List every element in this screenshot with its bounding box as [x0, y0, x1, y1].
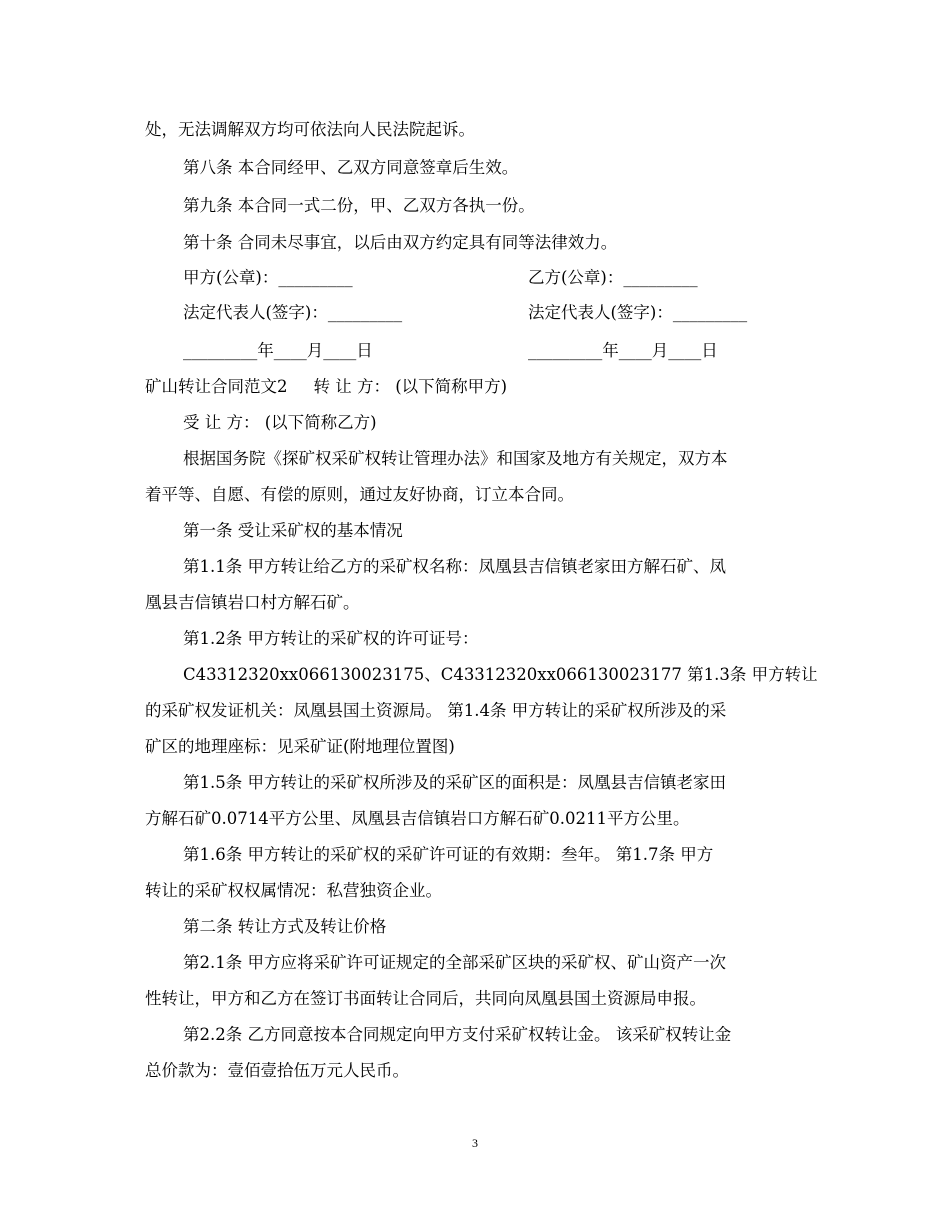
paragraph-line: 凰县吉信镇岩口村方解石矿。 [145, 593, 360, 612]
party-a-date: _________年____月____日 [183, 341, 373, 360]
section-2-title: 矿山转让合同范文2 [145, 377, 288, 396]
paragraph-line: 性转让，甲方和乙方在签订书面转让合同后，共同向凤凰县国土资源局申报。 [145, 989, 706, 1008]
article-10: 第十条 合同未尽事宜，以后由双方约定具有同等法律效力。 [183, 233, 618, 252]
paragraph-line: C43312320xx066130023175、C43312320xx066130023177 第1.3条 甲方转让 [183, 665, 818, 684]
party-a-seal: 甲方(公章)：_________ [183, 268, 353, 287]
party-a-representative: 法定代表人(签字)：_________ [183, 303, 403, 322]
text-line: 处，无法调解双方均可依法向人民法院起诉。 [145, 120, 475, 139]
paragraph-line: 第1.1条 甲方转让给乙方的采矿权名称：凤凰县吉信镇老家田方解石矿、凤 [183, 557, 726, 576]
paragraph-line: 总价款为：壹佰壹拾伍万元人民币。 [145, 1061, 409, 1080]
paragraph-line: 的采矿权发证机关：凤凰县国土资源局。 第1.4条 甲方转让的采矿权所涉及的采 [145, 701, 727, 720]
paragraph-line: 第2.1条 甲方应将采矿许可证规定的全部采矿区块的采矿权、矿山资产一次 [183, 953, 726, 972]
article-2-heading: 第二条 转让方式及转让价格 [183, 917, 387, 936]
transferor-line: 转 让 方： (以下简称甲方) [313, 377, 508, 396]
party-b-representative: 法定代表人(签字)：_________ [528, 303, 748, 322]
section-2-heading-line [145, 375, 507, 399]
paragraph-line: 根据国务院《探矿权采矿权转让管理办法》和国家及地方有关规定，双方本 [183, 449, 728, 468]
paragraph-line: 方解石矿0.0714平方公里、凤凰县吉信镇岩口方解石矿0.0211平方公里。 [145, 809, 690, 828]
article-1-heading: 第一条 受让采矿权的基本情况 [183, 521, 403, 540]
paragraph-line: 矿区的地理座标：见采矿证(附地理位置图) [145, 737, 455, 756]
page-number: 3 [472, 1136, 478, 1150]
paragraph-line: 第1.2条 甲方转让的采矿权的许可证号： [183, 629, 479, 648]
paragraph-line: 第1.5条 甲方转让的采矿权所涉及的采矿区的面积是：凤凰县吉信镇老家田 [183, 773, 726, 792]
party-b-seal: 乙方(公章)：_________ [528, 268, 698, 287]
article-8: 第八条 本合同经甲、乙双方同意签章后生效。 [183, 158, 519, 177]
transferee-line: 受 让 方： (以下简称乙方) [183, 413, 377, 432]
party-b-date: _________年____月____日 [528, 341, 718, 360]
paragraph-line: 第1.6条 甲方转让的采矿权的采矿许可证的有效期：叁年。 第1.7条 甲方 [183, 845, 714, 864]
paragraph-line: 着平等、自愿、有偿的原则，通过友好协商，订立本合同。 [145, 485, 574, 504]
paragraph-line: 转让的采矿权权属情况：私营独资企业。 [145, 881, 442, 900]
paragraph-line: 第2.2条 乙方同意按本合同规定向甲方支付采矿权转让金。 该采矿权转让金 [183, 1025, 732, 1044]
article-9: 第九条 本合同一式二份，甲、乙双方各执一份。 [183, 196, 535, 215]
